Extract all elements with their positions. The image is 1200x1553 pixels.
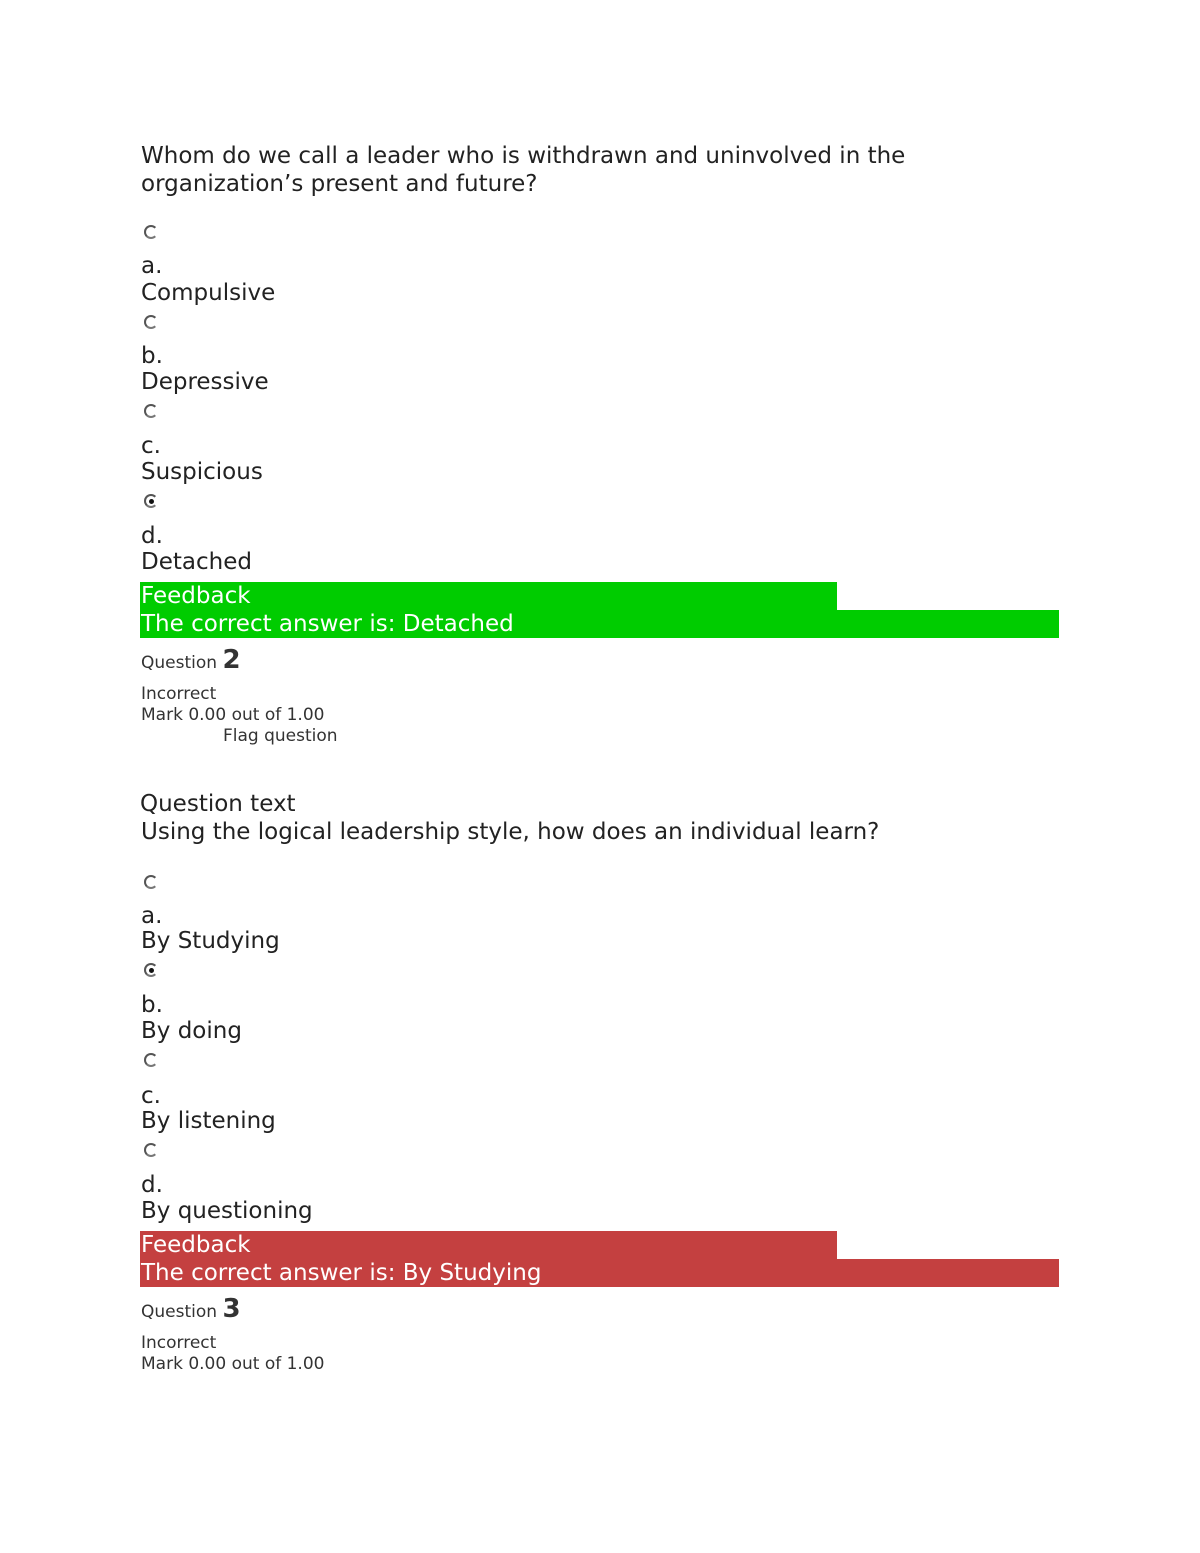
q2-option-b-radio[interactable] [144,963,158,977]
question-3-heading [141,1294,241,1324]
q2-option-a-text: By Studying [141,928,280,954]
q1-option-d-radio[interactable] [144,494,158,508]
q1-option-d-text: Detached [141,549,252,575]
q1-option-a-text: Compulsive [141,280,276,306]
q2-option-b-letter: b. [141,992,163,1018]
q2-option-a-radio[interactable] [144,875,158,889]
question-2-label: Question [141,653,218,673]
question-2-status: Incorrect [141,684,217,704]
question-3-mark: Mark 0.00 out of 1.00 [141,1354,325,1374]
q1-feedback-label [140,582,837,610]
question-2-number: 2 [222,645,241,675]
q2-feedback-answer-text: The correct answer is: By Studying [141,1260,542,1286]
question-2-text: Using the logical leadership style, how does an individual learn? [141,819,880,845]
q2-option-a-letter: a. [141,903,163,929]
question-2-heading [141,645,241,675]
q2-option-d-radio[interactable] [144,1143,158,1157]
q1-option-c-radio[interactable] [144,404,158,418]
q1-option-a-radio[interactable] [144,225,158,239]
q2-option-d-text: By questioning [141,1198,313,1224]
q2-feedback-label-text: Feedback [141,1232,251,1258]
q1-option-b-radio[interactable] [144,315,158,329]
question-1-text-line2: organization’s present and future? [141,171,538,197]
q1-option-d-letter: d. [141,523,163,549]
q1-option-b-text: Depressive [141,369,269,395]
q2-feedback-label [140,1231,837,1259]
q1-feedback-answer [140,610,1059,638]
q2-option-b-text: By doing [141,1018,242,1044]
question-1-text-line1: Whom do we call a leader who is withdrawn and uninvolved in the [141,143,906,169]
q2-option-c-radio[interactable] [144,1053,158,1067]
question-3-status: Incorrect [141,1333,217,1353]
question-3-number: 3 [222,1294,241,1324]
q2-option-c-text: By listening [141,1108,276,1134]
question-2-section-label: Question text [140,791,296,817]
q2-option-c-letter: c. [141,1083,161,1109]
question-2-flag-link[interactable]: Flag question [223,726,338,746]
q2-option-d-letter: d. [141,1172,163,1198]
q1-feedback-label-text: Feedback [141,583,251,609]
q1-option-c-letter: c. [141,433,161,459]
question-3-label: Question [141,1302,218,1322]
q1-option-a-letter: a. [141,253,163,279]
q1-option-b-letter: b. [141,343,163,369]
q1-option-c-text: Suspicious [141,459,263,485]
question-2-mark: Mark 0.00 out of 1.00 [141,705,325,725]
q2-feedback-answer [140,1259,1059,1287]
q1-feedback-answer-text: The correct answer is: Detached [141,611,514,637]
